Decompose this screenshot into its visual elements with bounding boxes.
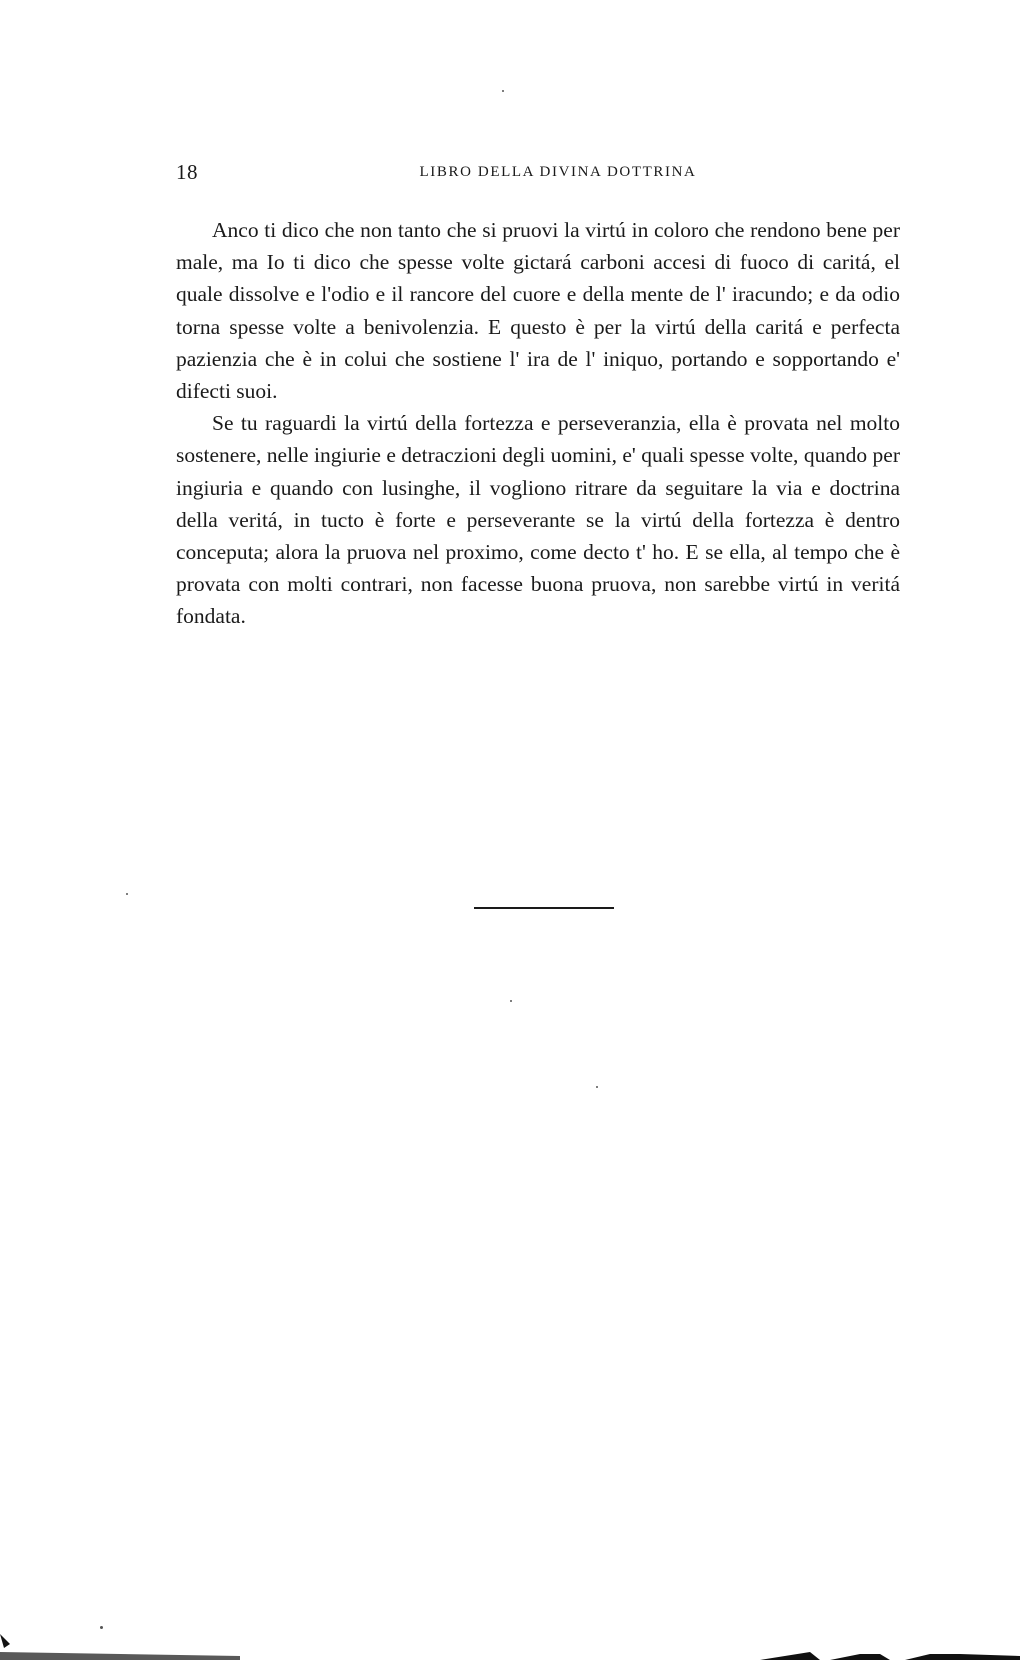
scan-edge-artifact: [0, 1630, 1020, 1660]
scan-speck: [502, 90, 504, 92]
section-end-rule: [474, 907, 614, 909]
body-text: [176, 214, 900, 633]
page-number: 18: [176, 160, 198, 184]
running-title: LIBRO DELLA DIVINA DOTTRINA: [419, 164, 697, 180]
scan-speck: [126, 893, 128, 895]
scan-speck: [510, 1000, 512, 1002]
scan-speck: [100, 1626, 103, 1629]
page-header: [176, 160, 900, 190]
scan-speck: [596, 1086, 598, 1088]
paragraph-1: Anco ti dico che non tanto che si pruovi la virtú in coloro che rendono bene per male, ma Io ti dico che spesse volte gictará carboni accesi di fuoco di caritá, el quale dissolve e l'odio e il rancore del cuore e della mente de l' iracundo; e da odio torna spesse volte a benivolenzia. E questo è per la virtú della caritá e perfecta pazienzia che è in colui che sostiene l' ira de l' iniquo, portando e sopportando e' difecti suoi.: [176, 218, 900, 404]
paragraph-2: Se tu raguardi la virtú della fortezza e perseveranzia, ella è provata nel molto sostenere, nelle ingiurie e detraczioni degli uomini, e' quali spesse volte, quando per ingiuria e quando con lusinghe, il vogliono ritrare da seguitare la via e doctrina della veritá, in tucto è forte e perseverante se la virtú della fortezza è dentro conceputa; alora la pruova nel proximo, come decto t' ho. E se ella, al tempo che è provata con molti contrari, non facesse buona pruova, non sarebbe virtú in veritá fondata.: [176, 411, 900, 629]
